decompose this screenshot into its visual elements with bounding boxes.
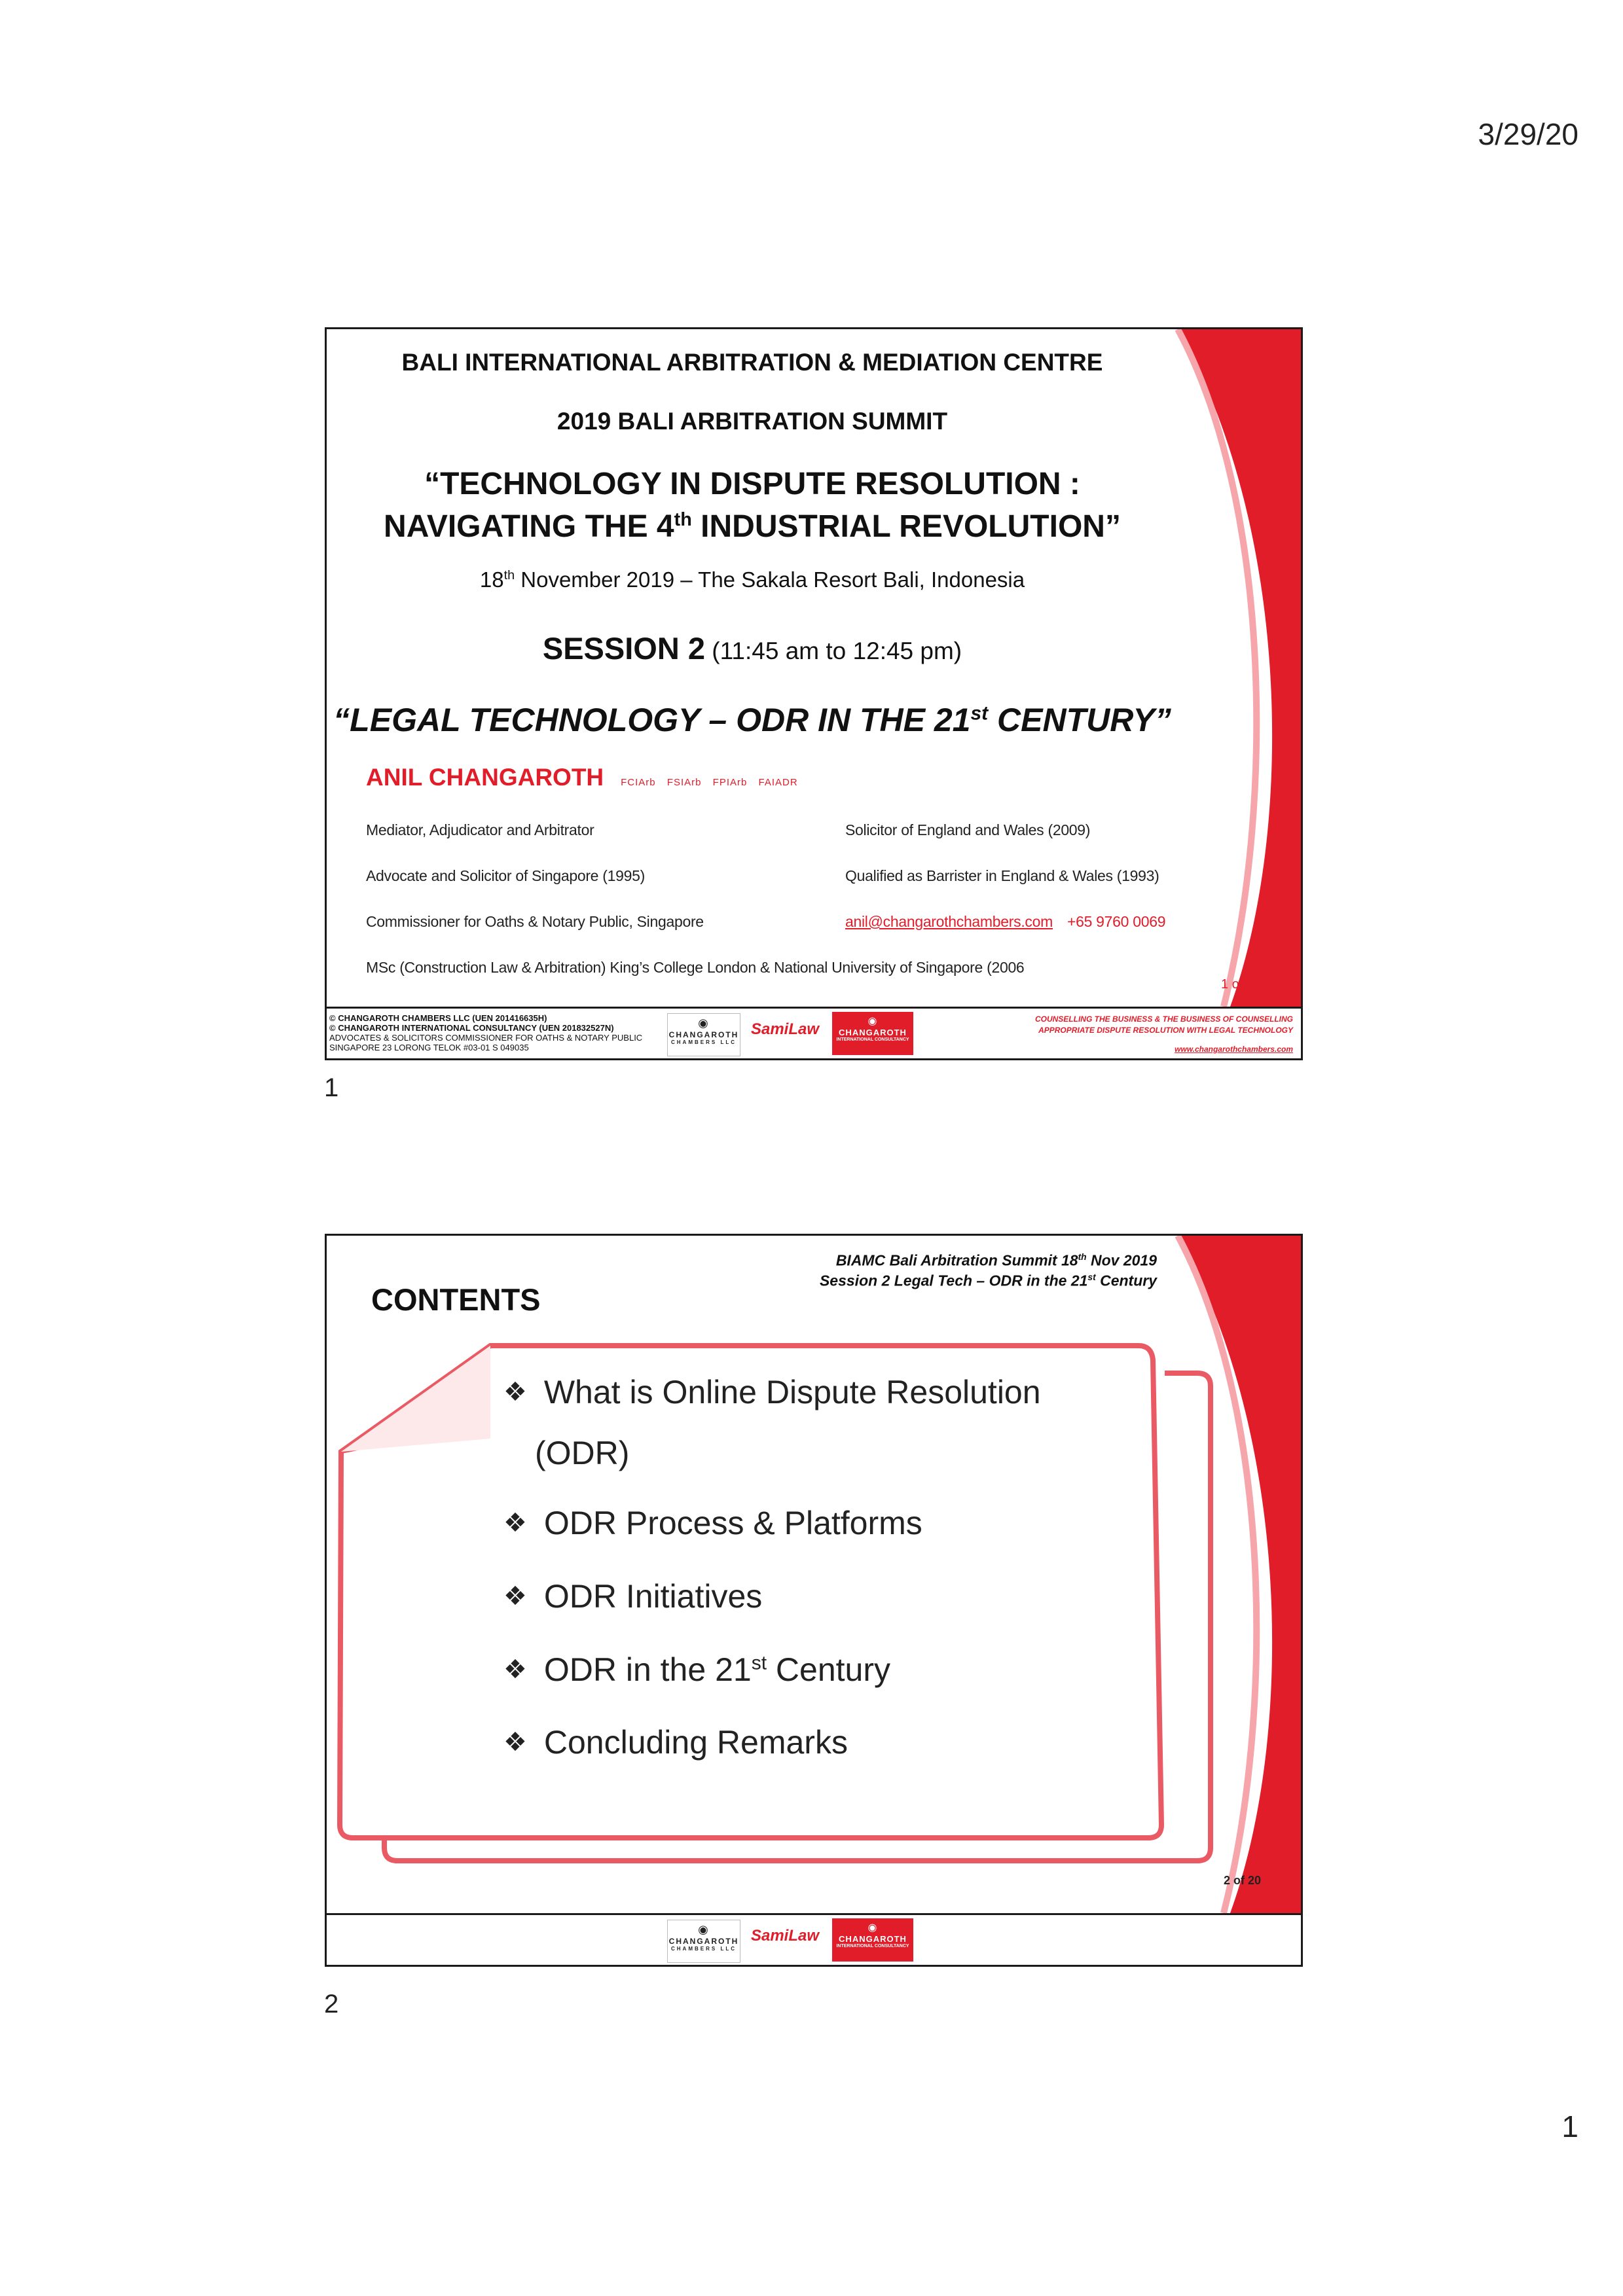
speaker-name: ANIL CHANGAROTH FCIArb FSIArb FPIArb FAIADR bbox=[366, 764, 798, 791]
red-swoosh-decoration bbox=[327, 329, 1303, 1060]
bullet-icon: ❖ bbox=[503, 1582, 527, 1611]
changaroth-consultancy-logo: ◉ CHANGAROTH INTERNATIONAL CONSULTANCY bbox=[832, 1918, 913, 1962]
slide-title: CONTENTS bbox=[371, 1282, 541, 1317]
page-number: 1 bbox=[1561, 2109, 1578, 2144]
footer-company-info: © CHANGAROTH CHAMBERS LLC (UEN 201416635H) © CHANGAROTH INTERNATIONAL CONSULTANCY (UEN 201832527N) ADVOCATES & SOLICITORS COMMISSIONER FOR OATHS & NOTARY PUBLIC SINGAPORE 23 LORONG TELOK #03-01 S 049035 bbox=[329, 1013, 643, 1052]
samilaw-logo: SamiLaw bbox=[750, 1927, 820, 1945]
event-date: 18th November 2019 – The Sakala Resort Bali, Indonesia bbox=[479, 567, 1025, 592]
footer-divider bbox=[327, 1007, 1301, 1009]
slide-index: 2 bbox=[324, 1990, 339, 2018]
credential: Solicitor of England and Wales (2009) bbox=[845, 821, 1091, 838]
speaker-qualifications: FCIArb FSIArb FPIArb FAIADR bbox=[621, 777, 798, 788]
website-link[interactable]: www.changarothchambers.com bbox=[1175, 1045, 1293, 1054]
contents-frame bbox=[327, 1236, 1303, 1967]
slide-1 bbox=[325, 327, 1303, 1060]
list-item-continuation: (ODR) bbox=[535, 1435, 630, 1471]
bullet-icon: ❖ bbox=[503, 1728, 527, 1757]
phone-number: +65 9760 0069 bbox=[1067, 913, 1166, 930]
list-item: ❖ What is Online Dispute Resolution bbox=[503, 1374, 1041, 1410]
session-label: SESSION 2 (11:45 am to 12:45 pm) bbox=[542, 631, 962, 666]
bullet-icon: ❖ bbox=[503, 1378, 527, 1407]
list-item: ❖ ODR Process & Platforms bbox=[503, 1505, 922, 1541]
credential: Advocate and Solicitor of Singapore (1995) bbox=[366, 867, 645, 884]
changaroth-chambers-logo: ◉ CHANGAROTH CHAMBERS LLC bbox=[667, 1920, 740, 1963]
footer-tagline: COUNSELLING THE BUSINESS & THE BUSINESS OF COUNSELLING APPROPRIATE DISPUTE RESOLUTION WITH LEGAL TECHNOLOGY www.changarothchambers.com bbox=[1034, 1014, 1293, 1054]
slide-number: 2 of 20 bbox=[1224, 1874, 1262, 1887]
credential: Qualified as Barrister in England & Wales (1993) bbox=[845, 867, 1159, 884]
page-date: 3/29/20 bbox=[1478, 117, 1578, 151]
summit-name: 2019 BALI ARBITRATION SUMMIT bbox=[556, 408, 948, 435]
presentation-title: “TECHNOLOGY IN DISPUTE RESOLUTION : NAVIGATING THE 4th INDUSTRIAL REVOLUTION” bbox=[384, 467, 1121, 544]
samilaw-logo: SamiLaw bbox=[750, 1020, 820, 1038]
list-item: ❖ ODR in the 21st Century bbox=[503, 1651, 890, 1688]
org-name: BALI INTERNATIONAL ARBITRATION & MEDIATION CENTRE bbox=[401, 349, 1103, 376]
session-topic: “LEGAL TECHNOLOGY – ODR IN THE 21st CENTURY” bbox=[333, 702, 1171, 738]
slide-number: 1 of 22 bbox=[1221, 977, 1262, 992]
footer-divider bbox=[327, 1913, 1301, 1915]
credential: Mediator, Adjudicator and Arbitrator bbox=[366, 821, 594, 838]
bullet-icon: ❖ bbox=[503, 1509, 527, 1537]
list-item: ❖ Concluding Remarks bbox=[503, 1724, 848, 1761]
slide-index: 1 bbox=[324, 1073, 339, 1102]
email-link[interactable]: anil@changarothchambers.com bbox=[845, 913, 1053, 930]
contact-line bbox=[845, 913, 1165, 931]
slide-header: BIAMC Bali Arbitration Summit 18th Nov 2019 Session 2 Legal Tech – ODR in the 21st Century bbox=[819, 1251, 1157, 1289]
slide-2 bbox=[325, 1234, 1303, 1967]
credential: Commissioner for Oaths & Notary Public, Singapore bbox=[366, 913, 704, 930]
bullet-icon: ❖ bbox=[503, 1655, 527, 1684]
changaroth-consultancy-logo: ◉ CHANGAROTH INTERNATIONAL CONSULTANCY bbox=[832, 1012, 913, 1055]
education: MSc (Construction Law & Arbitration) King’s College London & National University of Singapore (2006 bbox=[366, 959, 1025, 976]
changaroth-chambers-logo: ◉ CHANGAROTH CHAMBERS LLC bbox=[667, 1013, 740, 1056]
list-item: ❖ ODR Initiatives bbox=[503, 1578, 763, 1615]
